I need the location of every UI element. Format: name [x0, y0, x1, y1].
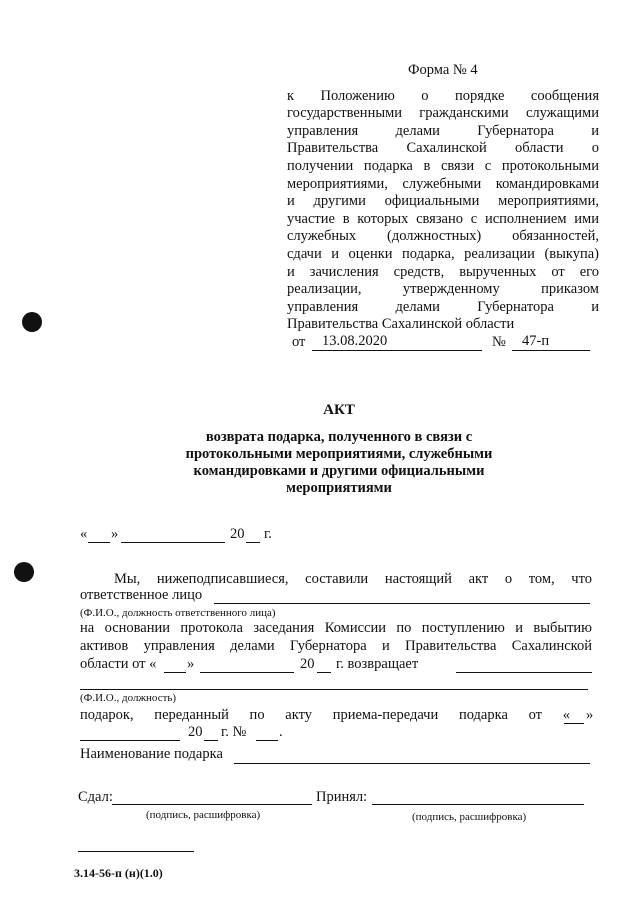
- body-line-7-number-label: г. №: [221, 724, 247, 740]
- accepted-signature-blank[interactable]: [372, 804, 584, 805]
- regulation-line: служебных (должностных) обязанностей,: [287, 228, 599, 244]
- footer-rule: [78, 851, 194, 852]
- date-quote-open: «: [80, 526, 88, 542]
- body-line-4: активов управления делами Губернатора и Правительства Сахалинской: [80, 638, 592, 654]
- accepted-label: Принял:: [316, 789, 368, 805]
- body-line-3: на основании протокола заседания Комиссии по поступлению и выбытию: [80, 620, 592, 636]
- gift-name-label: Наименование подарка: [80, 746, 223, 762]
- body-line-6: подарок, переданный по акту приема-передачи подарка от «: [80, 707, 570, 723]
- act-subtitle-line: протокольными мероприятиями, служебными: [185, 446, 493, 462]
- body-line-7-year: 20: [188, 724, 203, 740]
- regulation-line: и другими официальными мероприятиями,: [287, 193, 599, 209]
- transfer-number-blank[interactable]: [256, 740, 278, 741]
- regulation-line: и зачисления средств, вырученных от его: [287, 264, 599, 280]
- transfer-day-blank[interactable]: [564, 723, 584, 724]
- regulation-line: участие в которых связано с исполнением ими: [287, 211, 599, 227]
- commission-year-blank[interactable]: [317, 672, 331, 673]
- act-title: АКТ: [323, 402, 355, 418]
- regulation-line: сдачи и оценки подарка, реализации (выкупа): [287, 246, 599, 262]
- commission-day-blank[interactable]: [164, 672, 186, 673]
- body-line-5-start: области от «: [80, 656, 157, 672]
- order-date: 13.08.2020: [322, 333, 388, 349]
- footer-code: 3.14-56-п (н)(1.0): [74, 866, 163, 880]
- date-year-prefix: 20: [230, 526, 245, 542]
- punch-hole-bottom: [14, 562, 34, 582]
- fio-caption: (Ф.И.О., должность): [80, 692, 177, 704]
- order-number: 47-п: [522, 333, 550, 349]
- body-line-5-quote: »: [187, 656, 195, 672]
- regulation-line: управления делами Губернатора и: [287, 123, 599, 139]
- handed-signature-blank[interactable]: [112, 804, 312, 805]
- responsible-person-blank[interactable]: [214, 603, 590, 604]
- handed-label: Сдал:: [78, 789, 113, 805]
- body-line-6-quote: »: [586, 707, 594, 723]
- date-quote-close: »: [111, 526, 119, 542]
- responsible-caption: (Ф.И.О., должность ответственного лица): [80, 607, 276, 619]
- date-month-blank[interactable]: [121, 542, 225, 543]
- commission-month-blank[interactable]: [200, 672, 294, 673]
- act-subtitle-line: мероприятиями: [286, 480, 392, 496]
- transfer-year-blank[interactable]: [204, 740, 218, 741]
- regulation-line: к Положению о порядке сообщения: [287, 88, 599, 104]
- regulation-line: получении подарка в связи с протокольными: [287, 158, 599, 174]
- date-day-blank[interactable]: [88, 542, 110, 543]
- body-line-7-period: .: [279, 724, 283, 740]
- regulation-line: управления делами Губернатора и: [287, 299, 599, 315]
- regulation-line: государственными гражданскими служащими: [287, 105, 599, 121]
- act-subtitle-line: возврата подарка, полученного в связи с: [205, 429, 473, 445]
- body-line-5-year: 20: [300, 656, 315, 672]
- regulation-line: мероприятиями, служебными командировками: [287, 176, 599, 192]
- order-number-label: №: [492, 334, 506, 350]
- act-subtitle-line: командировками и другими официальными: [193, 463, 485, 479]
- order-from-label: от: [292, 334, 306, 350]
- form-number: Форма № 4: [408, 62, 478, 78]
- punch-hole-top: [22, 312, 42, 332]
- responsible-label: ответственное лицо: [80, 587, 203, 603]
- date-year-suffix: г.: [264, 526, 272, 542]
- body-line-5-returns: г. возвращает: [336, 656, 419, 672]
- regulation-line: Правительства Сахалинской области: [287, 316, 515, 332]
- gift-name-blank[interactable]: [234, 763, 590, 764]
- regulation-line: реализации, утвержденному приказом: [287, 281, 599, 297]
- order-number-underline: [512, 350, 590, 351]
- accepted-caption: (подпись, расшифровка): [412, 811, 527, 823]
- order-date-underline: [312, 350, 482, 351]
- regulation-line: Правительства Сахалинской области о: [287, 140, 599, 156]
- returns-to-blank[interactable]: [456, 672, 592, 673]
- handed-caption: (подпись, расшифровка): [146, 809, 261, 821]
- date-year-blank[interactable]: [246, 542, 260, 543]
- transfer-month-blank[interactable]: [80, 740, 180, 741]
- body-line-1: Мы, нижеподписавшиеся, составили настоящий акт о том, что: [114, 571, 592, 587]
